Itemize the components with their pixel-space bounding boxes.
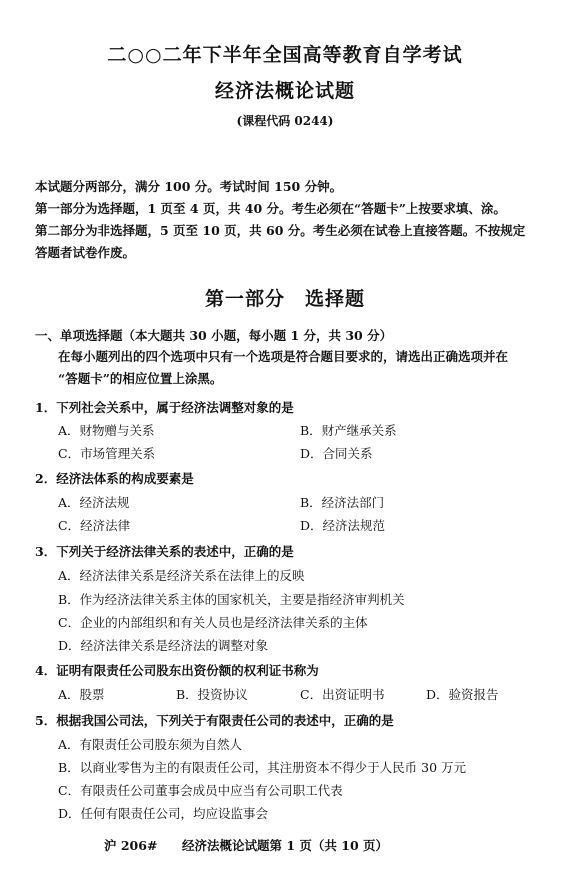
question-3-option-a: A．经济法律关系是经济关系在法律上的反映 <box>58 568 305 583</box>
question-2-option-b: B．经济法部门 <box>300 495 385 510</box>
question-4-option-a: A．股票 <box>58 687 105 702</box>
question-2-option-a: A．经济法规 <box>58 495 130 510</box>
instruction-line: 在每小题列出的四个选项中只有一个选项是符合题目要求的，请选出正确选项并在 <box>58 349 509 364</box>
course-code: (课程代码 0244) <box>236 114 334 128</box>
page-footer <box>104 836 388 854</box>
question-4-option-c: C．出资证明书 <box>300 687 385 702</box>
section-heading: 一、单项选择题（本大题共 30 小题，每小题 1 分，共 30 分） <box>35 328 393 343</box>
question-5-option-a: A．有限责任公司股东须为自然人 <box>58 737 243 752</box>
part-title: 第一部分 选择题 <box>204 288 365 310</box>
intro-line: 第二部分为非选择题，5 页至 10 页，共 60 分。考生必须在试卷上直接答题。不按规定 <box>35 223 526 238</box>
question-5-option-c: C．有限责任公司董事会成员中应当有公司职工代表 <box>58 783 343 798</box>
question-4-stem: 4．证明有限责任公司股东出资份额的权利证书称为 <box>35 663 319 678</box>
subject-title: 经济法概论试题 <box>214 80 355 102</box>
question-2-option-c: C．经济法律 <box>58 518 131 533</box>
intro-block <box>35 176 555 264</box>
question-4-option-d: D．验资报告 <box>426 687 499 702</box>
question-2-option-d: D．经济法规范 <box>300 518 386 533</box>
question-1-stem: 1．下列社会关系中，属于经济法调整对象的是 <box>35 400 294 415</box>
section-instructions <box>58 346 558 390</box>
question-3-stem: 3．下列关于经济法律关系的表述中，正确的是 <box>35 544 294 559</box>
question-3-option-c: C．企业的内部组织和有关人员也是经济法律关系的主体 <box>58 615 368 630</box>
question-5-stem: 5．根据我国公司法，下列关于有限责任公司的表述中，正确的是 <box>35 713 394 728</box>
intro-line: 本试题分两部分，满分 100 分。考试时间 150 分钟。 <box>35 179 343 194</box>
question-4-option-b: B．投资协议 <box>176 687 248 702</box>
instruction-line: “答题卡”的相应位置上涂黑。 <box>58 371 223 386</box>
exam-title: 二○○二年下半年全国高等教育自学考试 <box>107 44 463 66</box>
intro-line: 答题者试卷作废。 <box>35 245 136 260</box>
question-3-option-b: B．作为经济法律关系主体的国家机关，主要是指经济审判机关 <box>58 592 405 607</box>
question-1-option-d: D．合同关系 <box>300 446 373 461</box>
question-5-option-d: D．任何有限责任公司，均应设监事会 <box>58 806 269 821</box>
question-1-option-c: C．市场管理关系 <box>58 446 156 461</box>
question-5-option-b: B．以商业零售为主的有限责任公司，其注册资本不得少于人民币 30 万元 <box>58 760 467 775</box>
question-1-option-b: B．财产继承关系 <box>300 423 397 438</box>
footer-page-info: 经济法概论试题第 1 页（共 10 页） <box>182 838 389 853</box>
intro-line: 第一部分为选择题，1 页至 4 页，共 40 分。考生必须在“答题卡”上按要求填、涂。 <box>35 201 506 216</box>
question-3-option-d: D．经济法律关系是经济法的调整对象 <box>58 638 269 653</box>
footer-code: 沪 206# <box>104 838 158 853</box>
question-1-option-a: A．财物赠与关系 <box>58 423 155 438</box>
question-2-stem: 2．经济法体系的构成要素是 <box>35 471 194 486</box>
